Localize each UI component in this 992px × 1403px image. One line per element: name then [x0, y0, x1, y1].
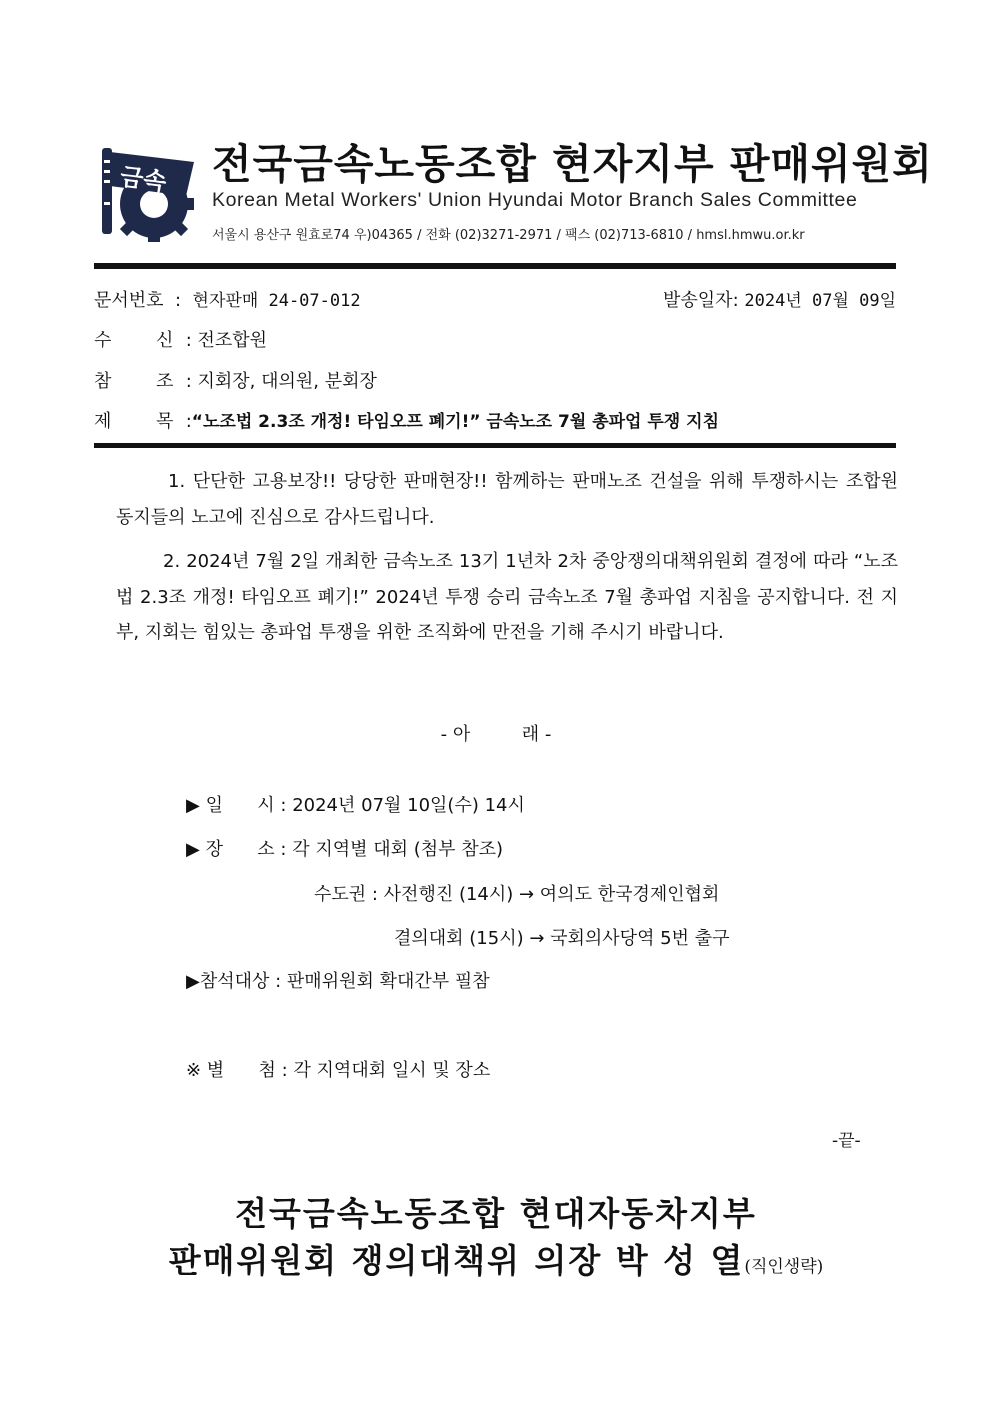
- org-title: 전국금속노동조합 현자지부 판매위원회: [212, 140, 933, 188]
- subject-label-1: 제: [94, 411, 112, 432]
- place-value: 각 지역별 대회 (첨부 참조): [292, 839, 504, 860]
- doc-number-row: 문서번호 : 현자판매 24-07-012: [94, 290, 361, 311]
- body-paragraph-1: 1. 단단한 고용보장!! 당당한 판매현장!! 함께하는 판매노조 건설을 위해 투쟁하시는 조합원 동지들의 노고에 진심으로 감사드립니다.: [116, 471, 898, 528]
- cc-value: 지회장, 대의원, 분회장: [197, 371, 377, 392]
- date-row: [186, 791, 525, 817]
- recipient-label-2: 신: [156, 330, 174, 351]
- seal-note: (직인생략): [744, 1257, 824, 1277]
- signature-line-2: [0, 1235, 992, 1282]
- date-label: ▶ 일 시 :: [186, 795, 287, 816]
- attachment-label: ※ 별 첨 :: [186, 1060, 288, 1081]
- header-divider: [94, 263, 896, 269]
- union-logo: [96, 140, 200, 244]
- send-date-label: 발송일자:: [663, 290, 739, 311]
- attendees-label: ▶참석대상 :: [186, 971, 282, 992]
- cc-row: 참 조 : 지회장, 대의원, 분회장: [94, 367, 377, 393]
- send-date-value: 2024년 07월 09일: [744, 291, 896, 311]
- date-value: 2024년 07월 10일(수) 14시: [292, 795, 525, 816]
- rally-route: 결의대회 (15시) → 국회의사당역 5번 출구: [394, 928, 730, 949]
- cc-label-1: 참: [94, 371, 112, 392]
- end-mark: -끝-: [832, 1131, 861, 1151]
- org-address: 서울시 용산구 원효로74 우)04365 / 전화 (02)3271-2971 / 팩스 (02)713-6810 / hmsl.hmwu.or.kr: [212, 228, 805, 243]
- org-title-english: Korean Metal Workers' Union Hyundai Motor Branch Sales Committee: [212, 189, 858, 211]
- send-date-row: [663, 286, 896, 312]
- attendees-row: [186, 967, 490, 993]
- recipient-row: 수 신 : 전조합원: [94, 326, 267, 352]
- place-row: [186, 835, 503, 861]
- doc-number-value: 현자판매 24-07-012: [192, 291, 361, 311]
- subject-row: 제 목 :“노조법 2.3조 개정! 타임오프 폐기!” 금속노조 7월 총파업 투쟁 지침: [94, 407, 719, 433]
- signature-line-1: 전국금속노동조합 현대자동차지부: [235, 1194, 757, 1233]
- signature-name: 판매위원회 쟁의대책위 의장 박 성 열: [168, 1241, 745, 1280]
- subject-label-2: 목: [156, 411, 174, 432]
- attendees-value: 판매위원회 확대간부 필참: [286, 971, 490, 992]
- attachment-value: 각 지역대회 일시 및 장소: [293, 1060, 491, 1081]
- section-heading: - 아 래 -: [440, 724, 552, 745]
- capital-route: 수도권 : 사전행진 (14시) → 여의도 한국경제인협회: [314, 884, 720, 905]
- logo-text: 금속: [118, 162, 169, 197]
- body-paragraph-2: 2. 2024년 7월 2일 개최한 금속노조 13기 1년차 2차 중앙쟁의대책위원회 결정에 따라 “노조법 2.3조 개정! 타임오프 폐기!” 2024년 투쟁 승리 금속노조 7월 총파업 지침을 공지합니다. 전 지부, 지회는 힘있는 총파업 투쟁을 위한 조직화에 만전을 기해 주시기 바랍니다.: [116, 551, 898, 643]
- recipient-label-1: 수: [94, 330, 112, 351]
- subject-value: “노조법 2.3조 개정! 타임오프 폐기!” 금속노조 7월 총파업 투쟁 지침: [191, 412, 719, 432]
- recipient-value: 전조합원: [197, 330, 268, 351]
- attachment-row: [186, 1056, 490, 1082]
- meta-divider: [94, 443, 896, 448]
- place-label: ▶ 장 소 :: [186, 839, 287, 860]
- doc-number-label: 문서번호: [94, 290, 164, 311]
- cc-label-2: 조: [156, 371, 174, 392]
